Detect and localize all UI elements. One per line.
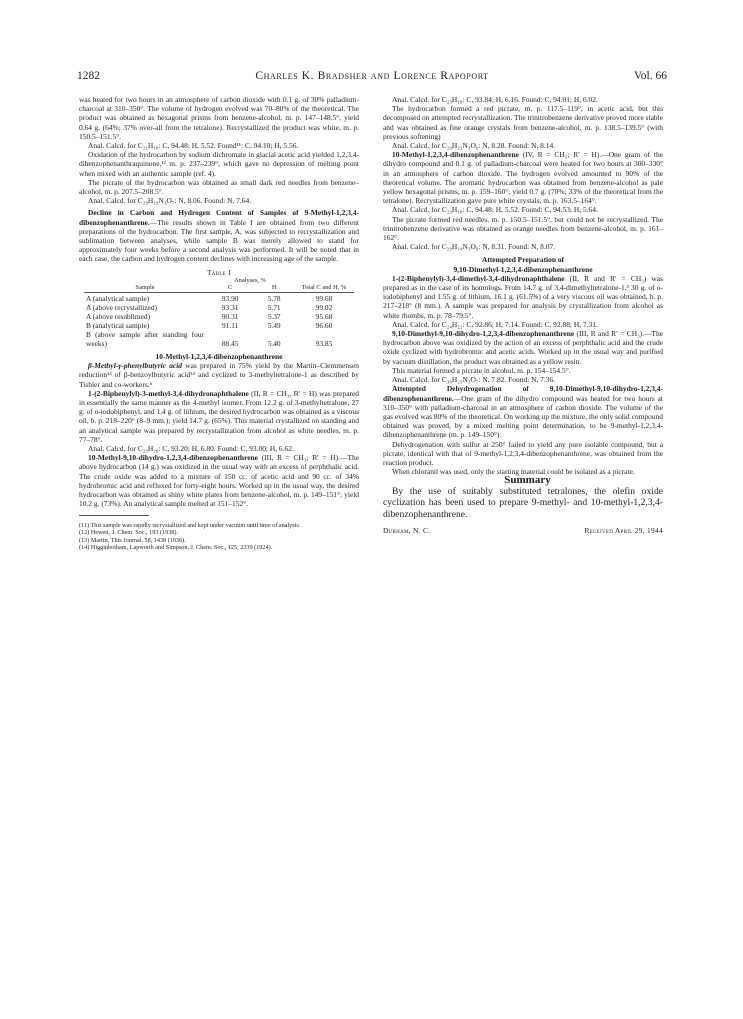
analysis-line: Anal. Calcd. for C₂₉H₁₉N₃O₇: N, 8.06. Found: N, 7.64. [88,196,252,206]
table-cell-sample: B (above sample after standing four weeks) [86,330,204,349]
section-title: 10-Methyl-1,2,3,4-dibenzophenanthrene [155,352,283,362]
table-header-h: H [271,284,277,292]
table-cell-c: 88.45 [221,339,239,349]
table-title: Table I [206,267,232,277]
paragraph-body: (III, R = CH₃; R′ = H).—The above hydrocarbon (14 g.) was oxidized in the usual way with an excess of perphthalic acid. The crude oxide was added to a mixture of 150 cc. of acetic acid and 90 cc. of 34% hydrobromic acid and refluxed for forty-eight hours. Worked up in the usual way, the desired hydrocarbon was obtained as shiny white plates from benzene-alcohol, m. p. 149–151°; yield 10.2 g. (73%). An analytical sample melted at 151–152°. [79,453,359,509]
paragraph-heading: 10-Methyl-9,10-dihydro-1,2,3,4-dibenzophenanthrene [88,453,258,463]
analysis-line: Anal. Calcd. for C₂₃H₁₈: C, 93.84; H, 6.16. Found: C, 94.01; H, 6.02. [392,95,598,104]
paragraph: The picrate formed red needles, m. p. 150.5–151.5°, but could not be recrystallized. The trinitrobenzene derivative was obtained as orange needles from benzene-alcohol, m. p. 161–162°. [383,214,663,243]
footnote: (11) This sample was rapidly recrystallized and kept under vacuum until time of analysis. [79,521,301,529]
paragraph-heading: 1-(2-Biphenylyl)-3,4-dimethyl-3,4-dihydronaphthalene [392,273,565,283]
paragraph [79,208,359,263]
analysis-line: Anal. Calcd. for C₂₁H₁₆: C, 94.48; H, 5.52. Found¹¹: C, 94.10; H, 5.56. [88,141,299,151]
table-cell-sample: A (analytical sample) [86,294,150,304]
paragraph-body: was prepared in 75% yield by the Martin–Clemmensen reduction¹³ of β-benzoylbutyric acid¹⁴ and cyclized to 3-methyltetralone-1 as described by Tishler and co-workers.⁶ [79,361,359,389]
section-title-line1: Attempted Preparation of [481,255,565,265]
paragraph [383,329,663,366]
data-table [84,277,354,348]
paragraph-body: (III, R and R′ = CH₃).—The hydrocarbon above was oxidized by the action of an excess of perphthalic acid and the crude oxide cyclized with hydrobromic and acetic acids. Worked up in the usual way and purified by vacuum distillation, the product was obtained as a yellow resin. [383,329,663,366]
table-cell-c: 93.90 [221,294,239,304]
analysis-line: Anal. Calcd. for C₂₃H₂₀: C, 93.20; H, 6.80. Found: C, 93.00; H, 6.62. [88,444,294,454]
table-header-sample: Sample [135,284,155,292]
table-cell-h: 5.40 [267,339,281,349]
running-header [77,70,667,84]
footnote: (12) Hewett, J. Chem. Soc., 193 (1938). [79,529,178,537]
table-cell-h: 5.37 [267,312,281,322]
table-row [84,294,354,303]
section-title-line2: 9,10-Dimethyl-1,2,3,4-dibenzophenanthrene [453,264,593,274]
table-cell-h: 5.78 [267,294,281,304]
table-cell-sample: B (analytical sample) [86,321,150,331]
table-cell-total: 99.68 [315,294,333,304]
footnote: (13) Martin, This Journal, 58, 1438 (1936). [79,536,186,544]
signoff [383,526,663,535]
table-cell-h: 5.49 [267,321,281,331]
right-column [383,95,663,536]
paragraph-heading: 9,10-Dimethyl-9,10-dihydro-1,2,3,4-dibenzophenanthrene [392,329,575,339]
table-header-total: Total C and H, % [301,284,347,292]
table-cell-sample: A (above recrystallized) [86,303,157,313]
table-cell-total: 96.60 [315,321,333,331]
table-header-analyses: Analyses, % [234,276,266,284]
paragraph [79,389,359,444]
paragraph-heading: 1-(2-Biphenylyl)-3-methyl-3,4-dihydronaphthalene [88,388,249,398]
paragraph: Dehydrogenation with sulfur at 250° failed to yield any pure isolable compound, but a picrate, identical with that of 9-methyl-1,2,3,4-dibenzophenanthrene, was obtained from the reaction product. [383,439,663,467]
paragraph-body: (II, R and R′ = CH₃) was prepared as in the case of its homologs. From 14.7 g. of 3,4-dimethyltetralone-1,³ 30 g. of o-iodobiphenyl and 1.55 g. of lithium, 16.1 g. (61.5%) of a very viscous oil was obtained, b. p. 217–218° (8 mm.). A sample was prepared for analysis by crystallization from alcohol as white rhombs, m. p. 78–79.5°. [383,273,663,320]
paragraph-heading: Attempted Dehydrogenation of 9,10-Dimethyl-9,10-dihydro-1,2,3,4-dibenzophenanthrene. [383,384,663,403]
paragraph-heading: Decline in Carbon and Hydrogen Content of Samples of 9-Methyl-1,2,3,4-dibenzophenanthrene. [79,208,359,227]
paragraph-heading: β-Methyl-γ-phenylbutyric acid [88,361,182,371]
table-cell-h: 5.71 [267,303,281,313]
paragraph-body: —One gram of the dihydro compound was heated for two hours at 310–350° with palladium-charcoal in an atmosphere of carbon dioxide. The volume of the gas evolved was 80% of the theoretical. On working up the mixture, the only solid compound obtained was proved, by a mixed melting point determination, to be 9-methyl-1,2,3,4-dibenzophenanthrene (m. p. 149–150°). [383,393,663,440]
paragraph [79,453,359,508]
table-cell-sample: A (above resublimed) [86,312,151,322]
table-cell-total: 99.02 [315,303,333,313]
paragraph: This material formed a picrate in alcohol, m. p. 154–154.5°. [392,365,571,375]
table-row [84,330,354,348]
table-cell-c: 90.31 [221,312,239,322]
paragraph: Oxidation of the hydrocarbon by sodium dichromate in glacial acetic acid yielded 1,2,3,4-dibenzophenanthraquinone,¹² m. p. 237–239°, which gave no depression of melting point when mixed with an authentic sample (ref. 4). [79,150,359,178]
running-title: Charles K. Bradsher and Lorence Rapoport [255,70,489,82]
footnote-rule [79,515,149,516]
paragraph-body: —The results shown in Table I are obtained from two different preparations of the hydrocarbon. The first sample, A, was subjected to recrystallization and sublimation between analyses, while sample B was merely allowed to stand for approximately four weeks before a second analysis was performed. It will be noted that in each case, the carbon and hydrogen content declines with increasing age of the sample. [79,217,359,264]
footnotes [79,522,359,552]
paragraph [383,274,663,320]
analysis-line: Anal. Calcd. for C₂₃H₁₆: C, 94.48; H, 5.52. Found: C, 94.53; H, 5.64. [392,205,598,215]
footnote: (14) Higginbotham, Lapworth and Simpson, J. Chem. Soc., 125, 2339 (1924). [79,544,273,552]
page-number: 1282 [77,70,100,82]
place-line: Durham, N. C. [383,526,431,536]
paragraph [79,361,359,389]
analysis-line: Anal. Calcd. for C₂₉H₂₁N₃O₆: N, 8.28. Found: N, 8.14. [392,141,556,151]
analysis-line: Anal. Calcd. for C₂₉H₁₉N₃O₆: N, 8.31. Found: N, 8.07. [392,242,556,252]
paragraph: The hydrocarbon formed a red picrate, m. p. 117.5–119°, in acetic acid, but this decomposed on attempted recrystallization. The trinitrobenzene derivative proved more stable and was obtained as fine orange crystals from benzene-alcohol, m. p. 138.5–139.5° (with previous softening) [383,104,663,141]
paragraph-body: (II, R = CH₃, R′ = H) was prepared in essentially the same manner as the 4-methyl isomer. From 12.2 g. of 3-methyltetralone, 27 g. of o-iodobiphenyl, and 1.4 g. of lithium, the desired hydrocarbon was obtained as a viscous oil, b. p. 218–220° (8–9 mm.); yield 14.7 g. (65%). This material crystallized on standing and an analytical sample was prepared by recrystallization from alcohol as white needles, m. p. 77–78°. [79,388,359,444]
summary-text: By the use of suitably substituted tetralones, the olefin oxide cyclization has been used to prepare 9-methyl- and 10-methyl-1,2,3,4-dibenzophenanthrene. [383,485,663,520]
table-row [84,303,354,312]
analysis-line: Anal. Calcd. for C₂₄H₂₂: C, 92.86; H, 7.14. Found: C, 92.88; H, 7.31. [392,319,598,329]
left-column [79,95,359,552]
received-date: Received April 29, 1944 [584,526,663,536]
table-cell-c: 91.11 [221,321,239,331]
summary-title: Summary [504,474,551,487]
table-row [84,321,354,330]
paragraph-body: (IV, R = CH₃; R′ = H).—One gram of the dihydro compound and 0.1 g. of palladium-charcoal were heated for two hours at 300–330° in an atmosphere of carbon dioxide. The hydrogen evolved amounted to 90% of the theoretical volume. The aromatic hydrocarbon was obtained from benzene-alcohol as pale yellow hexagonal prisms, m. p. 159–160°; yield 0.7 g. (70%; 33% of the theoretical from the tetralone). Recrystallization gave pure white crystals, m. p. 163.5–164°. [383,150,663,206]
table-row [84,312,354,321]
paragraph: was heated for two hours in an atmosphere of carbon dioxide with 0.1 g. of 30% palladium-charcoal at 310–350°. The volume of hydrogen evolved was 70–80% of the theoretical. The product was obtained as hexagonal prisms from benzene-alcohol, m. p. 147–148.5°, yield 0.64 g. (64%; 37% over-all from the tetralone). Recrystallized the product was white, m. p. 150.5–151.5°. [79,95,359,141]
table-cell-total: 95.68 [315,312,333,322]
analysis-line: Anal. Calcd. for C₃₀H₂₃N₃O₇: N, 7.82. Found: N, 7.36. [392,375,556,385]
paragraph [383,150,663,205]
paragraph-heading: 10-Methyl-1,2,3,4-dibenzophenanthrene [392,150,519,160]
volume-label: Vol. 66 [633,70,667,82]
table-cell-c: 93.31 [221,303,239,313]
table-cell-total: 93.85 [315,339,333,349]
paragraph: The picrate of the hydrocarbon was obtained as small dark red needles from benzene–alcohol, m. p. 207.5–208.5°. [79,177,359,197]
paragraph [383,384,663,439]
table-header-c: C [228,284,233,292]
paragraph: When chloranil was used, only the starting material could be isolated as a picrate. [392,467,635,477]
